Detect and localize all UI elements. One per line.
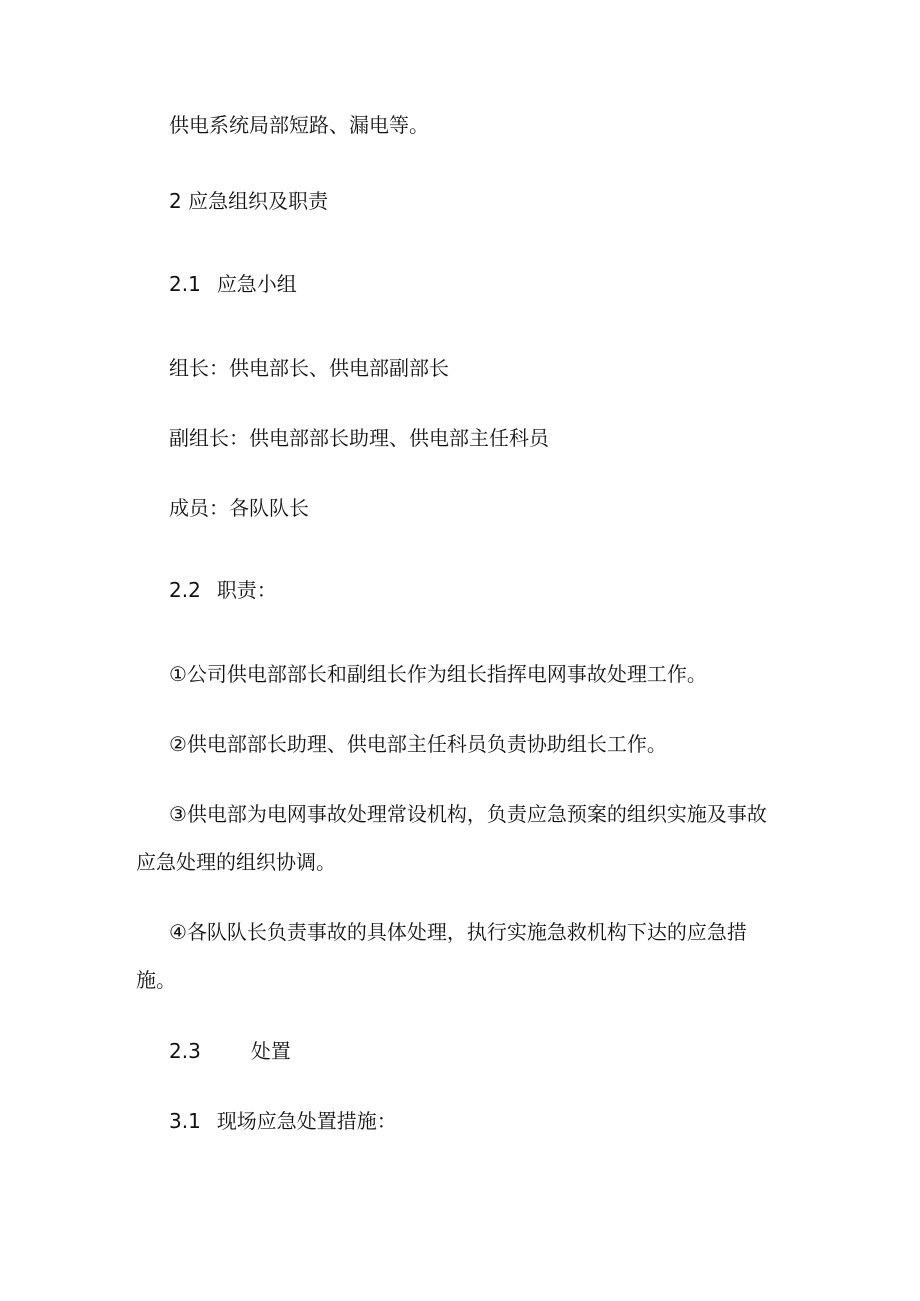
- section-title: 应急小组: [216, 272, 297, 296]
- section-number: 2.2: [169, 578, 201, 602]
- text-line-leader: 组长：供电部长、供电部副部长: [169, 356, 449, 380]
- heading-emergency-organization: 2 应急组织及职责: [169, 189, 329, 213]
- section-number: 2.3: [169, 1039, 201, 1063]
- section-title: 处置: [250, 1039, 291, 1063]
- text-line-members: 成员：各队队长: [169, 496, 309, 520]
- duty-item-2: ②供电部部长助理、供电部主任科员负责协助组长工作。: [169, 732, 667, 756]
- duty-item-4-line-1: ④各队队长负责事故的具体处理，执行实施急救机构下达的应急措: [169, 920, 747, 944]
- text-line-short-circuit: 供电系统局部短路、漏电等。: [169, 113, 429, 137]
- section-number: 2.1: [169, 272, 201, 296]
- heading-2-1: [169, 272, 297, 296]
- section-number: 3.1: [169, 1109, 201, 1133]
- heading-2-3: [169, 1039, 291, 1063]
- heading-3-1: [169, 1109, 397, 1133]
- section-title: 职责：: [216, 578, 277, 602]
- duty-item-4-line-2: 施。: [136, 968, 176, 992]
- duty-item-1: ①公司供电部部长和副组长作为组长指挥电网事故处理工作。: [169, 662, 707, 686]
- duty-item-3-line-2: 应急处理的组织协调。: [136, 850, 336, 874]
- text-line-deputy-leader: 副组长：供电部部长助理、供电部主任科员: [169, 426, 549, 450]
- section-title: 现场应急处置措施：: [216, 1109, 397, 1133]
- heading-2-2: [169, 578, 277, 602]
- duty-item-3-line-1: ③供电部为电网事故处理常设机构，负责应急预案的组织实施及事故: [169, 802, 767, 826]
